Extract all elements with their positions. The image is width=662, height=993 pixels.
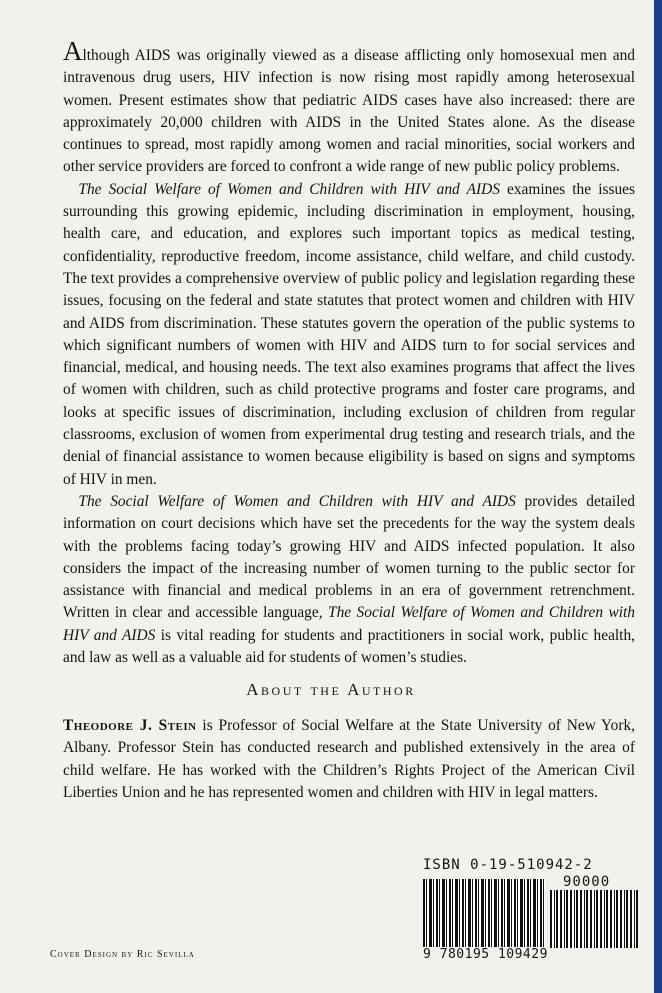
- isbn-barcode: [423, 857, 638, 967]
- book-title-italic: The Social Welfare of Women and Children with HIV and AIDS: [78, 180, 500, 198]
- cover-edge-stripe: [654, 0, 662, 993]
- blurb-paragraph-2: The Social Welfare of Women and Children with HIV and AIDS examines the issues surrounding this growing epidemic, including discrimination in employment, housing, health care, and education, and explores such important topics as medical testing, confidentiality, reproductive freedom, income assistance, child welfare, and child custody. The text provides a comprehensive overview of public policy and legislation regarding these issues, focusing on the federal and state statutes that protect women and children with HIV and AIDS from discrimination. These statutes govern the operation of the public systems to which significant numbers of women with HIV and AIDS turn to for social services and financial, medical, and housing needs. The text also examines programs that affect the lives of women with children, such as child protective programs and foster care programs, and looks at specific issues of discrimination, including exclusion of children from regular classrooms, exclusion of women from experimental drug testing and research trials, and the denial of financial assistance to women because eligibility is based on signs and symptoms of HIV in men.: [63, 180, 635, 488]
- cover-design-credit: Cover Design by Ric Sevilla: [50, 949, 195, 960]
- ean-number: 9 780195 109429: [423, 947, 548, 962]
- isbn-text: ISBN 0-19-510942-2: [423, 857, 593, 873]
- back-cover-blurb: [63, 36, 636, 669]
- addon-barcode-bars: [550, 890, 638, 948]
- ean-barcode-bars: [423, 879, 545, 949]
- author-name: Theodore J. Stein: [63, 717, 197, 734]
- book-title-italic: The Social Welfare of Women and Children with HIV and AIDS: [63, 604, 635, 644]
- blurb-paragraph-1: Although AIDS was originally viewed as a disease afflicting only homosexual men and intravenous drug users, HIV infection is now rising most rapidly among heterosexual women. Present estimates show that pediatric AIDS cases have also increased: there are approximately 20,000 children with AIDS in the United States alone. As the disease continues to spread, most rapidly among women and racial minorities, social workers and other service providers are forced to confront a wide range of new public policy problems.: [63, 36, 635, 176]
- about-author-heading: About the Author: [246, 680, 416, 699]
- drop-cap: A: [63, 36, 83, 66]
- author-bio: Theodore J. Stein is Professor of Social Welfare at the State University of New York, Albany. Professor Stein has conducted research and published extensively in the area of child welfare. He has worked with the Children’s Rights Project of the American Civil Liberties Union and he has represented women and children with HIV in legal matters.: [63, 717, 635, 801]
- blurb-paragraph-3: The Social Welfare of Women and Children with HIV and AIDS provides detailed information on court decisions which have set the precedents for the way the system deals with the problems facing today’s growing HIV and AIDS infected population. It also considers the impact of the increasing number of women turning to the public sector for assistance with financial and medical problems in an era of government retrenchment. Written in clear and accessible language, The Social Welfare of Women and Children with HIV and AIDS is vital reading for students and practitioners in social work, public health, and law as well as a valuable aid for students of women’s studies.: [63, 492, 636, 667]
- book-title-italic: The Social Welfare of Women and Children with HIV and AIDS: [78, 492, 516, 510]
- price-code: 90000: [563, 874, 611, 890]
